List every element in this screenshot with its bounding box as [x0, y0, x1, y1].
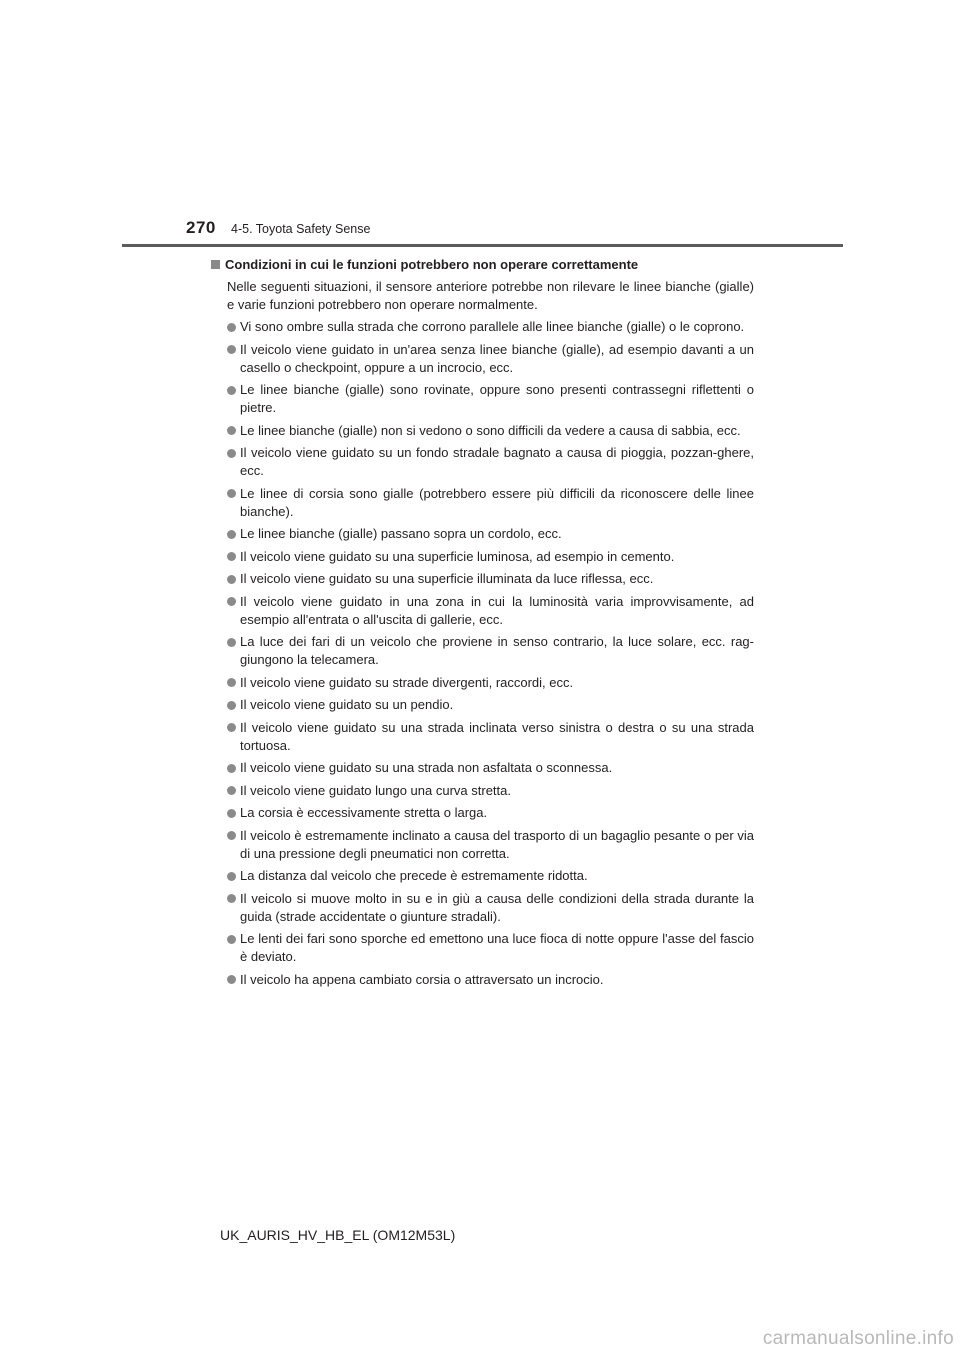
circle-bullet-icon [227, 489, 236, 498]
circle-bullet-icon [227, 386, 236, 395]
list-item [227, 674, 754, 692]
list-item-text: Il veicolo viene guidato su una strada non asfaltata o sconnessa. [240, 760, 613, 775]
section-title: 4-5. Toyota Safety Sense [231, 222, 371, 236]
circle-bullet-icon [227, 345, 236, 354]
list-item-text: La luce dei fari di un veicolo che proviene in senso contrario, la luce solare, ecc. rag-giungono la telecamera. [240, 634, 754, 667]
list-item [227, 827, 754, 863]
list-item-text: Le linee bianche (gialle) non si vedono o sono difficili da vedere a causa di sabbia, ecc. [240, 422, 741, 438]
page-content [211, 256, 754, 993]
watermark: carmanualsonline.info [762, 1328, 954, 1349]
circle-bullet-icon [227, 426, 236, 435]
list-item-text: Il veicolo viene guidato su un fondo stradale bagnato a causa di pioggia, pozzan-ghere, ecc. [240, 445, 754, 478]
list-item [227, 593, 754, 629]
list-item-text: Il veicolo viene guidato in una zona in cui la luminosità varia improvvisamente, ad esempio all'entrata o all'uscita di gallerie, ecc. [240, 593, 754, 627]
list-item-text: Il veicolo viene guidato su una superficie illuminata da luce riflessa, ecc. [240, 571, 654, 586]
list-item [227, 782, 754, 800]
circle-bullet-icon [227, 638, 236, 647]
circle-bullet-icon [227, 786, 236, 795]
circle-bullet-icon [227, 809, 236, 818]
list-item-text: Le linee bianche (gialle) passano sopra un cordolo, ecc. [240, 526, 562, 541]
square-bullet-icon [211, 260, 220, 269]
list-item [227, 525, 754, 543]
header-divider [122, 244, 843, 247]
circle-bullet-icon [227, 597, 236, 606]
document-code: UK_AURIS_HV_HB_EL (OM12M53L) [220, 1227, 456, 1243]
circle-bullet-icon [227, 935, 236, 944]
list-item-text: La corsia è eccessivamente stretta o larga. [240, 805, 488, 820]
list-item [227, 890, 754, 926]
list-item [227, 381, 754, 417]
list-item [227, 696, 754, 714]
circle-bullet-icon [227, 552, 236, 561]
list-item-text: La distanza dal veicolo che precede è estremamente ridotta. [240, 868, 588, 883]
list-item-text: Il veicolo ha appena cambiato corsia o attraversato un incrocio. [240, 971, 604, 987]
circle-bullet-icon [227, 575, 236, 584]
circle-bullet-icon [227, 323, 236, 332]
list-item [227, 759, 754, 777]
list-item [227, 570, 754, 588]
list-item-text: Il veicolo è estremamente inclinato a causa del trasporto di un bagaglio pesante o per via di una pressione degli pneumatici non corretta. [240, 827, 754, 861]
list-item-text: Il veicolo viene guidato su una superficie luminosa, ad esempio in cemento. [240, 548, 675, 564]
circle-bullet-icon [227, 701, 236, 710]
list-item [227, 633, 754, 669]
list-item [227, 971, 754, 989]
circle-bullet-icon [227, 764, 236, 773]
list-item [227, 548, 754, 566]
circle-bullet-icon [227, 894, 236, 903]
circle-bullet-icon [227, 723, 236, 732]
circle-bullet-icon [227, 872, 236, 881]
list-item-text: Il veicolo viene guidato su una strada inclinata verso sinistra o destra o su una strada tortuosa. [240, 719, 754, 753]
intro-paragraph: Nelle seguenti situazioni, il sensore anteriore potrebbe non rilevare le linee bianche (gialle) e varie funzioni potrebbero non operare normalmente. [227, 279, 754, 312]
list-item-text: Il veicolo viene guidato su strade divergenti, raccordi, ecc. [240, 674, 574, 690]
list-item-text: Il veicolo viene guidato in un'area senza linee bianche (gialle), ad esempio davanti a un casello o checkpoint, oppure a un incrocio, ecc. [240, 341, 754, 375]
list-item [227, 485, 754, 521]
subheading [211, 256, 754, 274]
circle-bullet-icon [227, 530, 236, 539]
page-number: 270 [186, 218, 216, 237]
list-item [227, 318, 754, 336]
list-item [227, 719, 754, 755]
circle-bullet-icon [227, 449, 236, 458]
conditions-list [211, 318, 754, 989]
list-item [227, 422, 754, 440]
list-item-text: Il veicolo si muove molto in su e in giù a causa delle condizioni della strada durante la guida (strade accidentate o giunture stradali). [240, 890, 754, 924]
list-item [227, 341, 754, 377]
list-item-text: Le linee bianche (gialle) sono rovinate, oppure sono presenti contrassegni riflettenti o pietre. [240, 382, 754, 415]
list-item-text: Le lenti dei fari sono sporche ed emettono una luce fioca di notte oppure l'asse del fascio è deviato. [240, 931, 754, 964]
list-item [227, 804, 754, 822]
subheading-text: Condizioni in cui le funzioni potrebbero non operare correttamente [225, 257, 639, 272]
circle-bullet-icon [227, 975, 236, 984]
list-item-text: Il veicolo viene guidato su un pendio. [240, 697, 454, 712]
list-item [227, 444, 754, 480]
list-item-text: Il veicolo viene guidato lungo una curva stretta. [240, 782, 512, 798]
list-item-text: Le linee di corsia sono gialle (potrebbero essere più difficili da riconoscere delle linee bianche). [240, 485, 754, 519]
circle-bullet-icon [227, 831, 236, 840]
list-item [227, 867, 754, 885]
list-item [227, 930, 754, 966]
list-item-text: Vi sono ombre sulla strada che corrono parallele alle linee bianche (gialle) o le coprono. [240, 319, 745, 334]
circle-bullet-icon [227, 678, 236, 687]
